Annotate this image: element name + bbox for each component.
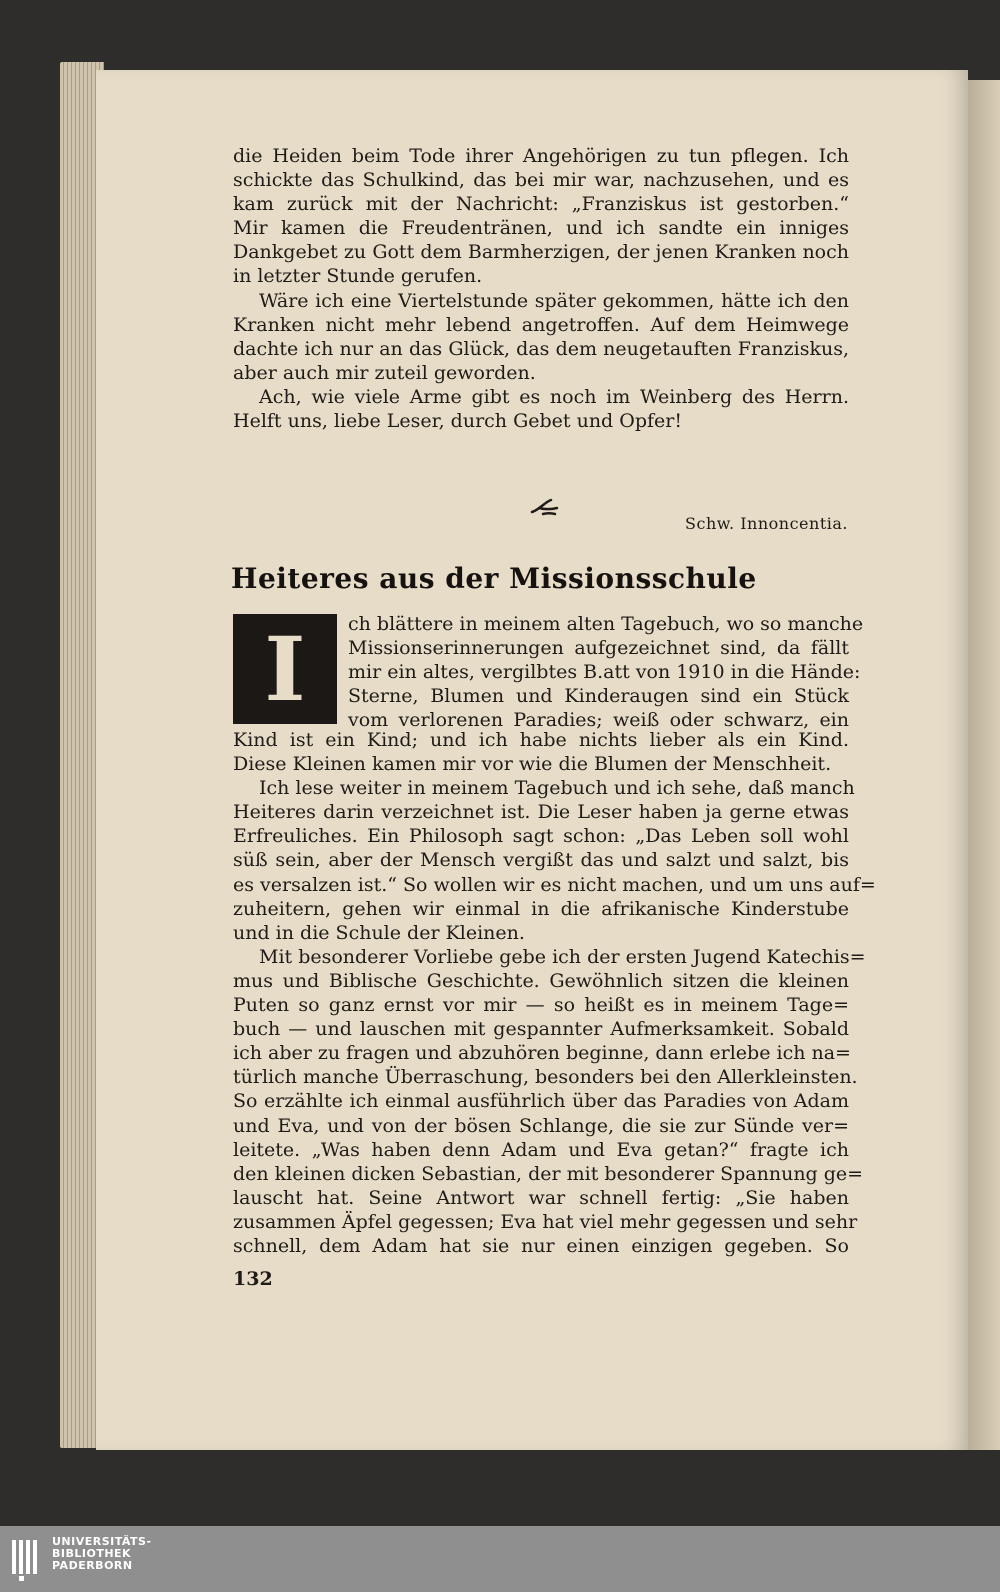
text-line: Erfreuliches. Ein Philosoph sagt schon: „Das Leben soll wohl xyxy=(233,825,849,848)
text-line: Dankgebet zu Gott dem Barmherzigen, der jenen Kranken noch xyxy=(233,241,849,264)
library-footer-bar xyxy=(0,1526,1000,1592)
text-line: mus und Biblische Geschichte. Gewöhnlich sitzen die kleinen xyxy=(233,969,849,992)
text-line: es versalzen ist.“ So wollen wir es nicht machen, und um uns auf= xyxy=(233,873,876,896)
text-line: den kleinen dicken Sebastian, der mit besonderer Spannung ge= xyxy=(233,1162,864,1185)
section-ornament-icon xyxy=(529,496,561,518)
text-line: ich aber zu fragen und abzuhören beginne, dann erlebe ich na= xyxy=(233,1042,851,1065)
text-line: Sterne, Blumen und Kinderaugen sind ein Stück xyxy=(348,685,849,708)
text-line: türlich manche Überraschung, besonders bei den Allerkleinsten. xyxy=(233,1066,858,1089)
text-line: Diese Kleinen kamen mir vor wie die Blumen der Menschheit. xyxy=(233,753,832,776)
text-line: Puten so ganz ernst vor mir — so heißt es in meinem Tage= xyxy=(233,994,849,1017)
text-line: buch — und lauschen mit gespannter Aufmerksamkeit. Sobald xyxy=(233,1018,849,1041)
text-line: leitete. „Was haben denn Adam und Eva getan?“ fragte ich xyxy=(233,1138,849,1161)
text-line: mir ein altes, vergilbtes B.att von 1910 in die Hände: xyxy=(348,661,861,684)
logo-line: PADERBORN xyxy=(52,1559,133,1572)
text-line: Helft uns, liebe Leser, durch Gebet und Opfer! xyxy=(233,410,682,433)
upper-text-block xyxy=(233,144,849,433)
text-line: Wäre ich eine Viertelstunde später gekommen, hätte ich den xyxy=(259,289,849,312)
text-line: zusammen Äpfel gegessen; Eva hat viel mehr gegessen und sehr xyxy=(233,1210,858,1233)
section-heading: Heiteres aus der Missionsschule xyxy=(231,562,757,595)
dropcap-initial: I xyxy=(233,614,337,724)
text-line: Kind ist ein Kind; und ich habe nichts lieber als ein Kind. xyxy=(233,729,849,751)
logo-line: UNIVERSITÄTS- xyxy=(52,1535,152,1548)
text-line: Mir kamen die Freudentränen, und ich sandte ein inniges xyxy=(233,217,849,240)
text-line: und Eva, und von der bösen Schlange, die sie zur Sünde ver= xyxy=(233,1114,849,1137)
text-line: Missionserinnerungen aufgezeichnet sind, da fällt xyxy=(348,637,849,660)
dropcap-text-block xyxy=(348,612,864,732)
author-signature: Schw. Innoncentia. xyxy=(685,514,848,533)
library-logo-text xyxy=(52,1536,152,1572)
text-line: So erzählte ich einmal ausführlich über das Paradies von Adam xyxy=(233,1090,849,1113)
library-logo-icon xyxy=(10,1536,44,1582)
text-line: dachte ich nur an das Glück, das dem neugetauften Franziskus, xyxy=(233,337,849,360)
text-line: lauscht hat. Seine Antwort war schnell fertig: „Sie haben xyxy=(233,1186,849,1209)
text-line: zuheitern, gehen wir einmal in die afrikanische Kinderstube xyxy=(233,897,849,920)
lower-text-block xyxy=(233,728,876,1258)
text-line: schnell, dem Adam hat sie nur einen einzigen gegeben. So xyxy=(233,1234,849,1257)
text-line: vom verlorenen Paradies; weiß oder schwarz, ein xyxy=(348,709,849,732)
text-line: Heiteres darin verzeichnet ist. Die Leser haben ja gerne etwas xyxy=(233,801,849,824)
text-line: Ach, wie viele Arme gibt es noch im Weinberg des Herrn. xyxy=(259,385,849,408)
text-line: schickte das Schulkind, das bei mir war, nachzusehen, und es xyxy=(233,169,849,192)
text-line: in letzter Stunde gerufen. xyxy=(233,265,483,288)
text-line: Kranken nicht mehr lebend angetroffen. Auf dem Heimwege xyxy=(233,313,849,336)
text-line: die Heiden beim Tode ihrer Angehörigen zu tun pflegen. Ich xyxy=(233,145,849,167)
text-line: aber auch mir zuteil geworden. xyxy=(233,361,536,384)
logo-line: BIBLIOTHEK xyxy=(52,1547,132,1560)
text-line: und in die Schule der Kleinen. xyxy=(233,921,525,944)
text-line: kam zurück mit der Nachricht: „Franziskus ist gestorben.“ xyxy=(233,193,849,216)
text-line: süß sein, aber der Mensch vergißt das und salzt und salzt, bis xyxy=(233,849,849,872)
text-line: ch blättere in meinem alten Tagebuch, wo so manche xyxy=(348,613,864,635)
next-page-edge xyxy=(968,80,1000,1450)
text-line: Mit besonderer Vorliebe gebe ich der ersten Jugend Katechis= xyxy=(259,945,866,968)
text-line: Ich lese weiter in meinem Tagebuch und ich sehe, daß manch xyxy=(259,777,855,800)
book-page xyxy=(96,70,968,1450)
page-number: 132 xyxy=(233,1268,273,1290)
